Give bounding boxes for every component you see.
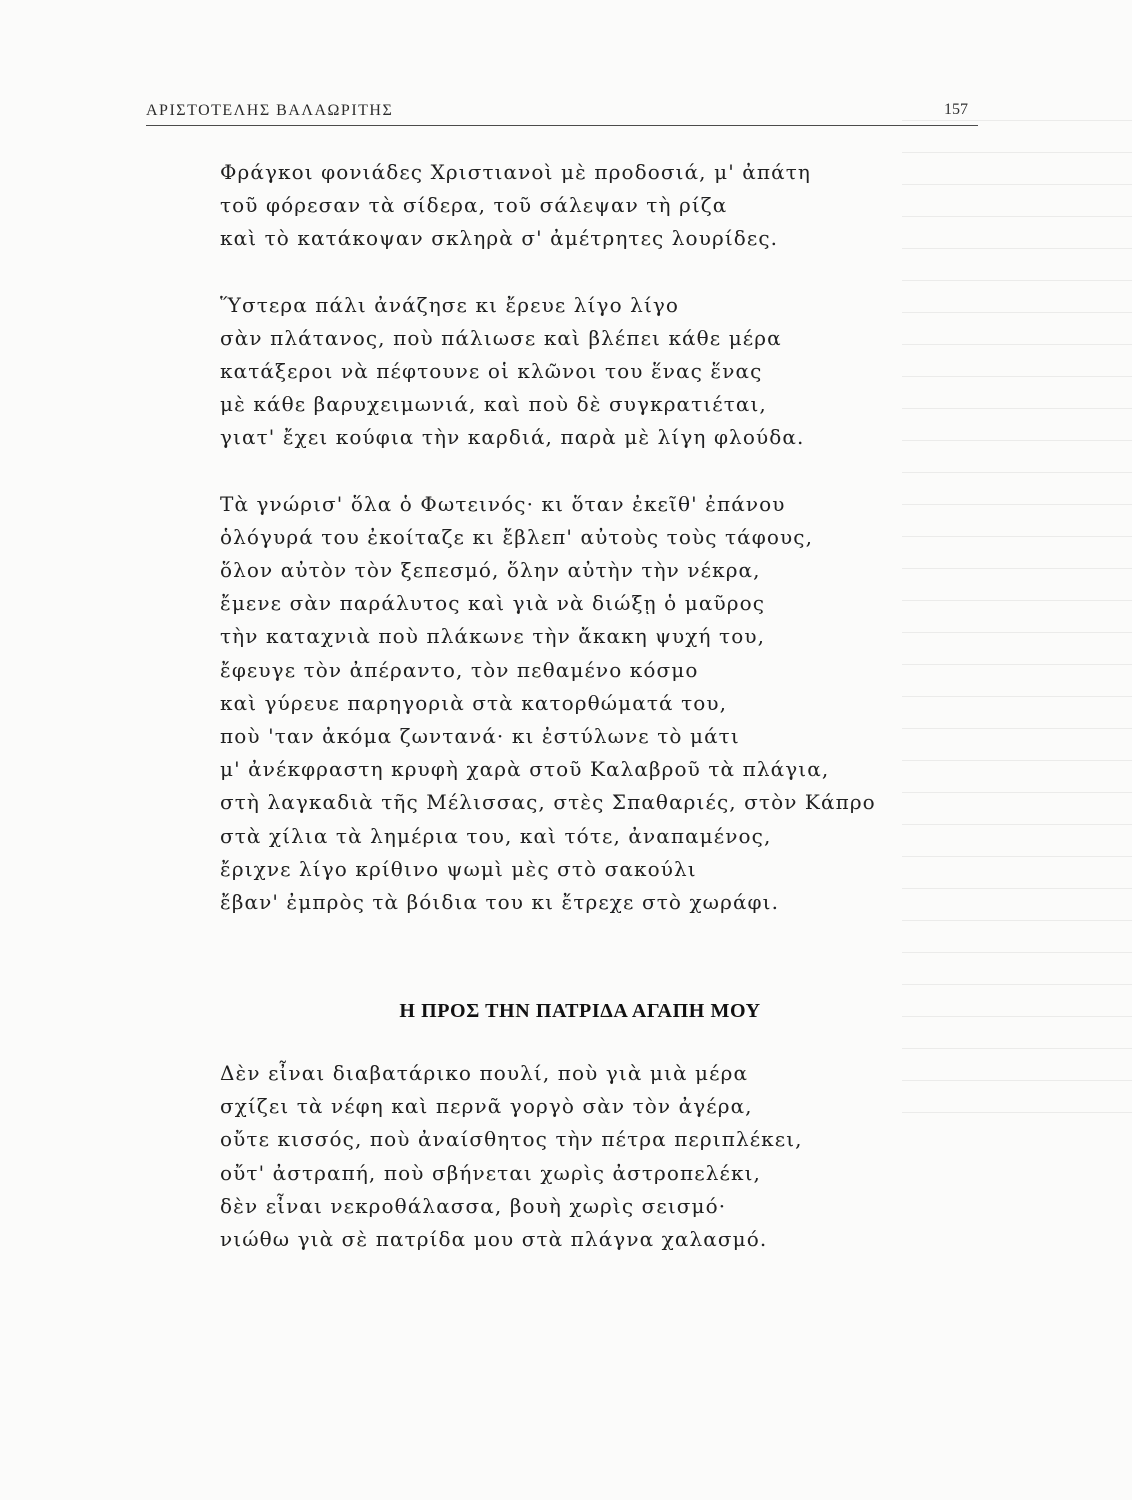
poem-line: μ' ἀνέκφραστη κρυφὴ χαρὰ στοῦ Καλαβροῦ τὰ πλάγια, <box>220 757 830 782</box>
poem-line: ποὺ 'ταν ἀκόμα ζωντανά· κι ἐστύλωνε τὸ μάτι <box>220 724 740 749</box>
poem-line: ἔφευγε τὸν ἀπέραντο, τὸν πεθαμένο κόσμο <box>220 657 699 682</box>
stanza-2 <box>220 289 900 455</box>
poem-line: ὁλόγυρά του ἐκοίταζε κι ἔβλεπ' αὐτοὺς τοὺς τάφους, <box>220 524 814 549</box>
running-head <box>146 97 978 131</box>
poem-line: σὰν πλάτανος, ποὺ πάλιωσε καὶ βλέπει κάθε μέρα <box>220 325 782 350</box>
author-name: ΑΡΙΣΤΟΤΕΛΗΣ ΒΑΛΑΩΡΙΤΗΣ <box>146 102 394 119</box>
poem-line: στὴ λαγκαδιὰ τῆς Μέλισσας, στὲς Σπαθαριές, στὸν Κάπρο <box>220 790 876 815</box>
poem-line: Δὲν εἶναι διαβατάρικο πουλί, ποὺ γιὰ μιὰ μέρα <box>220 1061 749 1085</box>
poem-line: οὔτ' ἀστραπή, ποὺ σβήνεται χωρὶς ἀστροπελέκι, <box>220 1160 761 1185</box>
poem-line: κατάξεροι νὰ πέφτουνε οἱ κλῶνοι του ἕνας ἕνας <box>220 359 763 384</box>
stanza-1 <box>220 1057 900 1256</box>
poem-line: Ὕστερα πάλι ἀνάζησε κι ἔρευε λίγο λίγο <box>220 292 680 317</box>
stanza-1 <box>220 156 900 256</box>
poem-line: δὲν εἶναι νεκροθάλασσα, βουὴ χωρὶς σεισμό· <box>220 1193 727 1218</box>
poem-continuation <box>220 156 900 919</box>
patriotic-poem <box>220 1057 900 1256</box>
poem-line: οὔτε κισσός, ποὺ ἀναίσθητος τὴν πέτρα περιπλέκει, <box>220 1127 803 1152</box>
poem-line: τοῦ φόρεσαν τὰ σίδερα, τοῦ σάλεψαν τὴ ρίζα <box>220 193 728 218</box>
poem-line: ἔμενε σὰν παράλυτος καὶ γιὰ νὰ διώξῃ ὁ μαῦρος <box>220 591 766 616</box>
poem-line: μὲ κάθε βαρυχειμωνιά, καὶ ποὺ δὲ συγκρατιέται, <box>220 392 767 417</box>
bleed-through-shadow <box>902 120 1132 1120</box>
poem-line: Φράγκοι φονιάδες Χριστιανοὶ μὲ προδοσιά, μ' ἀπάτη <box>220 160 811 184</box>
stanza-3 <box>220 488 900 920</box>
poem-line: καὶ γύρευε παρηγοριὰ στὰ κατορθώματά του, <box>220 690 728 715</box>
poem-line: καὶ τὸ κατάκοψαν σκληρὰ σ' ἀμέτρητες λουρίδες. <box>220 226 779 251</box>
header-rule <box>146 125 978 126</box>
poem-line: ὅλον αὐτὸν τὸν ξεπεσμό, ὅλην αὐτὴν τὴν νέκρα, <box>220 558 761 583</box>
poem-line: γιατ' ἔχει κούφια τὴν καρδιά, παρὰ μὲ λίγη φλούδα. <box>220 425 805 450</box>
poem-line: ἔριχνε λίγο κρίθινο ψωμὶ μὲς στὸ σακούλι <box>220 856 697 881</box>
page-number: 157 <box>944 101 968 118</box>
poem-line: νιώθω γιὰ σὲ πατρίδα μου στὰ πλάγνα χαλασμό. <box>220 1227 768 1252</box>
poem-line: τὴν καταχνιὰ ποὺ πλάκωνε τὴν ἄκακη ψυχή του, <box>220 624 766 649</box>
poem-title: Η ΠΡΟΣ ΤΗΝ ΠΑΤΡΙΔΑ ΑΓΑΠΗ ΜΟΥ <box>399 1000 761 1022</box>
poem-line: Τὰ γνώρισ' ὅλα ὁ Φωτεινός· κι ὅταν ἐκεῖθ' ἐπάνου <box>220 491 786 516</box>
poem-line: σχίζει τὰ νέφη καὶ περνᾶ γοργὸ σὰν τὸν ἀγέρα, <box>220 1094 753 1119</box>
poem-line: στὰ χίλια τὰ λημέρια του, καὶ τότε, ἀναπαμένος, <box>220 823 772 848</box>
poem-line: ἔβαν' ἐμπρὸς τὰ βόιδια του κι ἔτρεχε στὸ χωράφι. <box>220 890 780 915</box>
